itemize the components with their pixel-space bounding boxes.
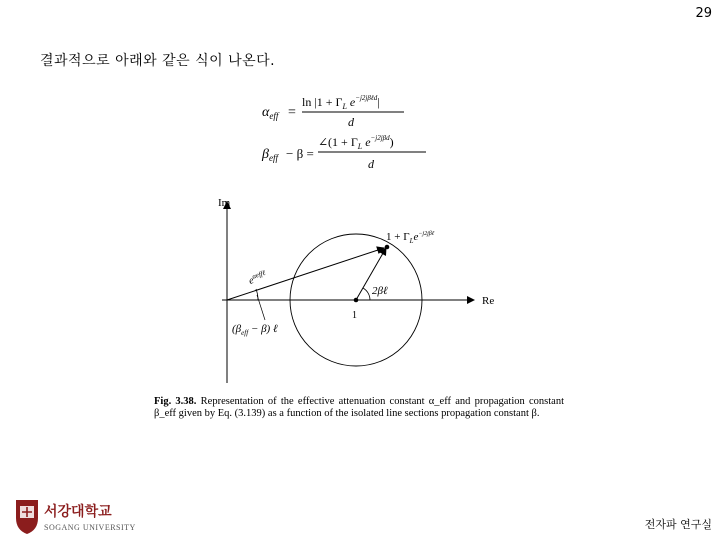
equation-block [256, 86, 456, 176]
figure-caption [154, 396, 564, 420]
vector-label: $e^{\alpha eff\ell}$ [247, 268, 267, 287]
center-label: 1 [352, 310, 357, 321]
tip-point [385, 245, 390, 250]
caption-text: Representation of the effective attenuation constant α_eff and propagation constant β_eff given by Eq. (3.139) as a function of the isolated line sections propagation constant β. [154, 396, 564, 419]
footer-lab-name: 전자파 연구실 [644, 518, 712, 531]
beta-denominator: d [368, 157, 374, 171]
tip-label: $1 + \Gamma_Le^{-j2j\beta\ell}$ [386, 231, 435, 245]
beta-angle-label: $(\beta_{eff} - \beta)$ ℓ [232, 323, 278, 337]
angle-pointer [257, 295, 265, 320]
beta-lhs: $\beta_{eff}$ [262, 147, 278, 163]
beta-numerator: ∠(1 + $\Gamma_L$ $e^{-j2j\beta d}$) [318, 134, 394, 151]
university-logo [10, 496, 150, 536]
logo-english: SOGANG UNIVERSITY [44, 523, 136, 532]
page-number: 29 [695, 6, 712, 21]
logo-korean: 서강대학교 [44, 504, 112, 520]
crest-icon [16, 500, 38, 534]
axis-label-re: Re [482, 295, 495, 307]
alpha-equals: = [288, 105, 296, 120]
caption-label: Fig. 3.38. [154, 396, 197, 407]
alpha-lhs: $\alpha_{eff}$ [262, 105, 279, 121]
beta-mid: − β = [286, 146, 314, 161]
angle-arc-beff [256, 289, 258, 300]
angle-arc-2bl [363, 288, 370, 300]
axis-label-im: Im [218, 197, 231, 209]
angle-label-2bl: 2βℓ [372, 285, 388, 297]
phasor-diagram [170, 188, 530, 388]
alpha-denominator: d [348, 115, 354, 129]
alpha-numerator: $\ln |1 + \Gamma_L$ $e^{-j2j\beta\ell d}|$ [302, 94, 380, 111]
intro-text: 결과적으로 아래와 같은 식이 나온다. [40, 53, 276, 69]
